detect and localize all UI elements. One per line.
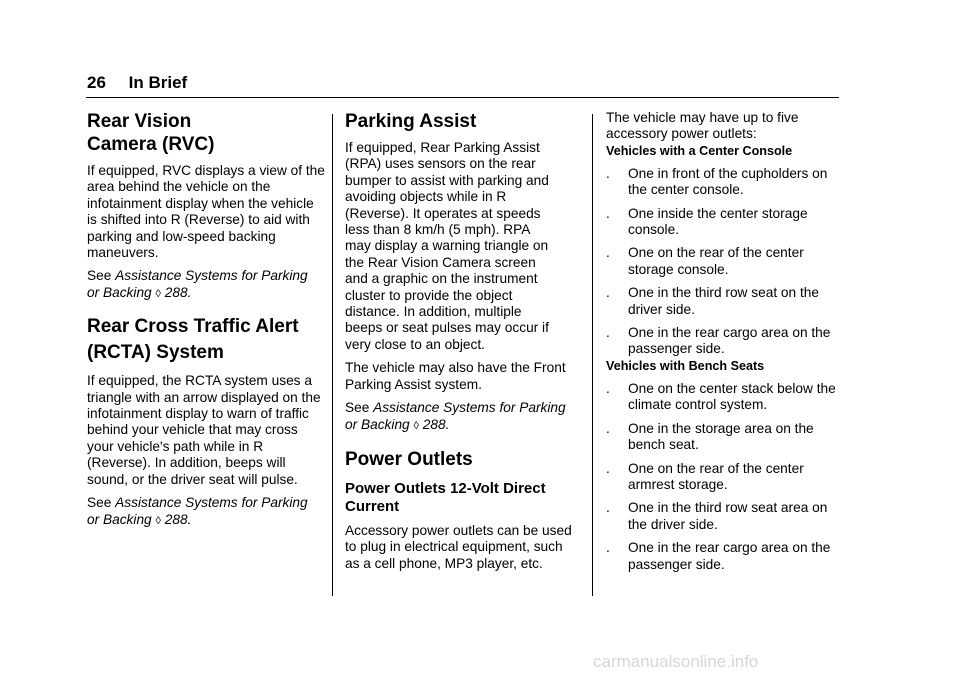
page-ref-icon: ◊ [155,514,161,527]
rvc-body: If equipped, RVC displays a view of the area behind the vehicle on the infotainment display when the vehicle is shifted into R (Reverse) to aid with parking and low-speed backing maneuvers. [87,163,325,261]
list-item [606,206,846,239]
bullet-marker: . [606,285,610,301]
list-item [606,245,846,278]
list-item-text: One in the rear cargo area on the passenger side. [628,540,831,572]
list-item-text: One on the rear of the center storage console. [628,245,804,277]
power-outlets-body: Accessory power outlets can be used to plug in electrical equipment, such as a cell phone, MP3 player, etc. [345,522,572,571]
bullet-marker: . [606,245,610,261]
outlets-intro: The vehicle may have up to five accessory power outlets: [606,110,799,142]
bullet-marker: . [606,325,610,341]
column-1 [87,110,325,529]
column-2 [345,110,585,572]
parking-see-reference[interactable]: See Assistance Systems for Parking or Backing ◊ 288. [345,400,566,432]
section-title: In Brief [128,73,188,92]
column-divider-1 [332,114,333,596]
list-item-text: One on the rear of the center armrest storage. [628,460,804,492]
bullet-marker: . [606,460,610,476]
bullet-marker: . [606,500,610,516]
column-divider-2 [592,114,593,596]
list-item-text: One inside the center storage console. [628,205,808,238]
console-heading: Vehicles with a Center Console [606,143,793,158]
rcta-heading: Rear Cross Traffic Alert (RCTA) System [87,316,299,364]
parking-assist-front: The vehicle may also have the Front Parking Assist system. [345,360,566,392]
list-item [606,500,846,533]
bench-outlet-list [606,381,846,573]
list-item [606,166,846,199]
list-item [606,461,846,494]
rvc-see-reference[interactable]: See Assistance Systems for Parking or Backing ◊ 288. [87,268,308,300]
parking-assist-body: If equipped, Rear Parking Assist (RPA) uses sensors on the rear bumper to assist with parking and avoiding objects while in R (Reverse). It operates at speeds less than 8 km/h (5 mph). RPA may display a warning triangle on the Rear Vision Camera screen and a graphic on the instrument cluster to provide the object distance. In addition, multiple beeps or seat pulses may occur if very close to an object. [345,140,549,352]
page-header [87,73,187,93]
column-3 [606,110,846,573]
parking-assist-heading: Parking Assist [345,111,477,132]
rcta-body: If equipped, the RCTA system uses a triangle with an arrow displayed on the infotainment display to warn of traffic behind your vehicle that may cross your vehicle's path while in R (Reverse). In addition, beeps will sound, or the driver seat will pulse. [87,373,321,487]
list-item-text: One in the storage area on the bench seat. [628,420,814,453]
bench-heading: Vehicles with Bench Seats [606,358,765,373]
watermark: carmanualsonline.info [593,652,759,671]
bullet-marker: . [606,540,610,556]
list-item-text: One in front of the cupholders on the center console. [628,165,828,198]
power-outlets-subheading: Power Outlets 12-Volt Direct Current [345,479,546,515]
list-item [606,381,846,414]
page-number: 26 [87,73,106,92]
list-item-text: One on the center stack below the climate control system. [628,380,836,413]
power-outlets-heading: Power Outlets [345,448,473,470]
list-item-text: One in the third row seat on the driver side. [628,285,819,317]
header-rule [86,97,839,98]
bullet-marker: . [606,205,610,221]
bullet-marker: . [606,420,610,436]
list-item [606,421,846,454]
bullet-marker: . [606,380,610,396]
rcta-see-reference[interactable]: See Assistance Systems for Parking or Backing ◊ 288. [87,495,308,527]
console-outlet-list [606,166,846,358]
page-ref-icon: ◊ [155,287,161,300]
list-item [606,540,846,573]
page-ref-icon: ◊ [413,419,419,432]
list-item-text: One in the third row seat area on the driver side. [628,500,828,532]
rvc-heading: Rear Vision Camera (RVC) [87,111,215,155]
list-item [606,285,846,318]
list-item [606,325,846,358]
list-item-text: One in the rear cargo area on the passenger side. [628,325,831,357]
bullet-marker: . [606,165,610,181]
